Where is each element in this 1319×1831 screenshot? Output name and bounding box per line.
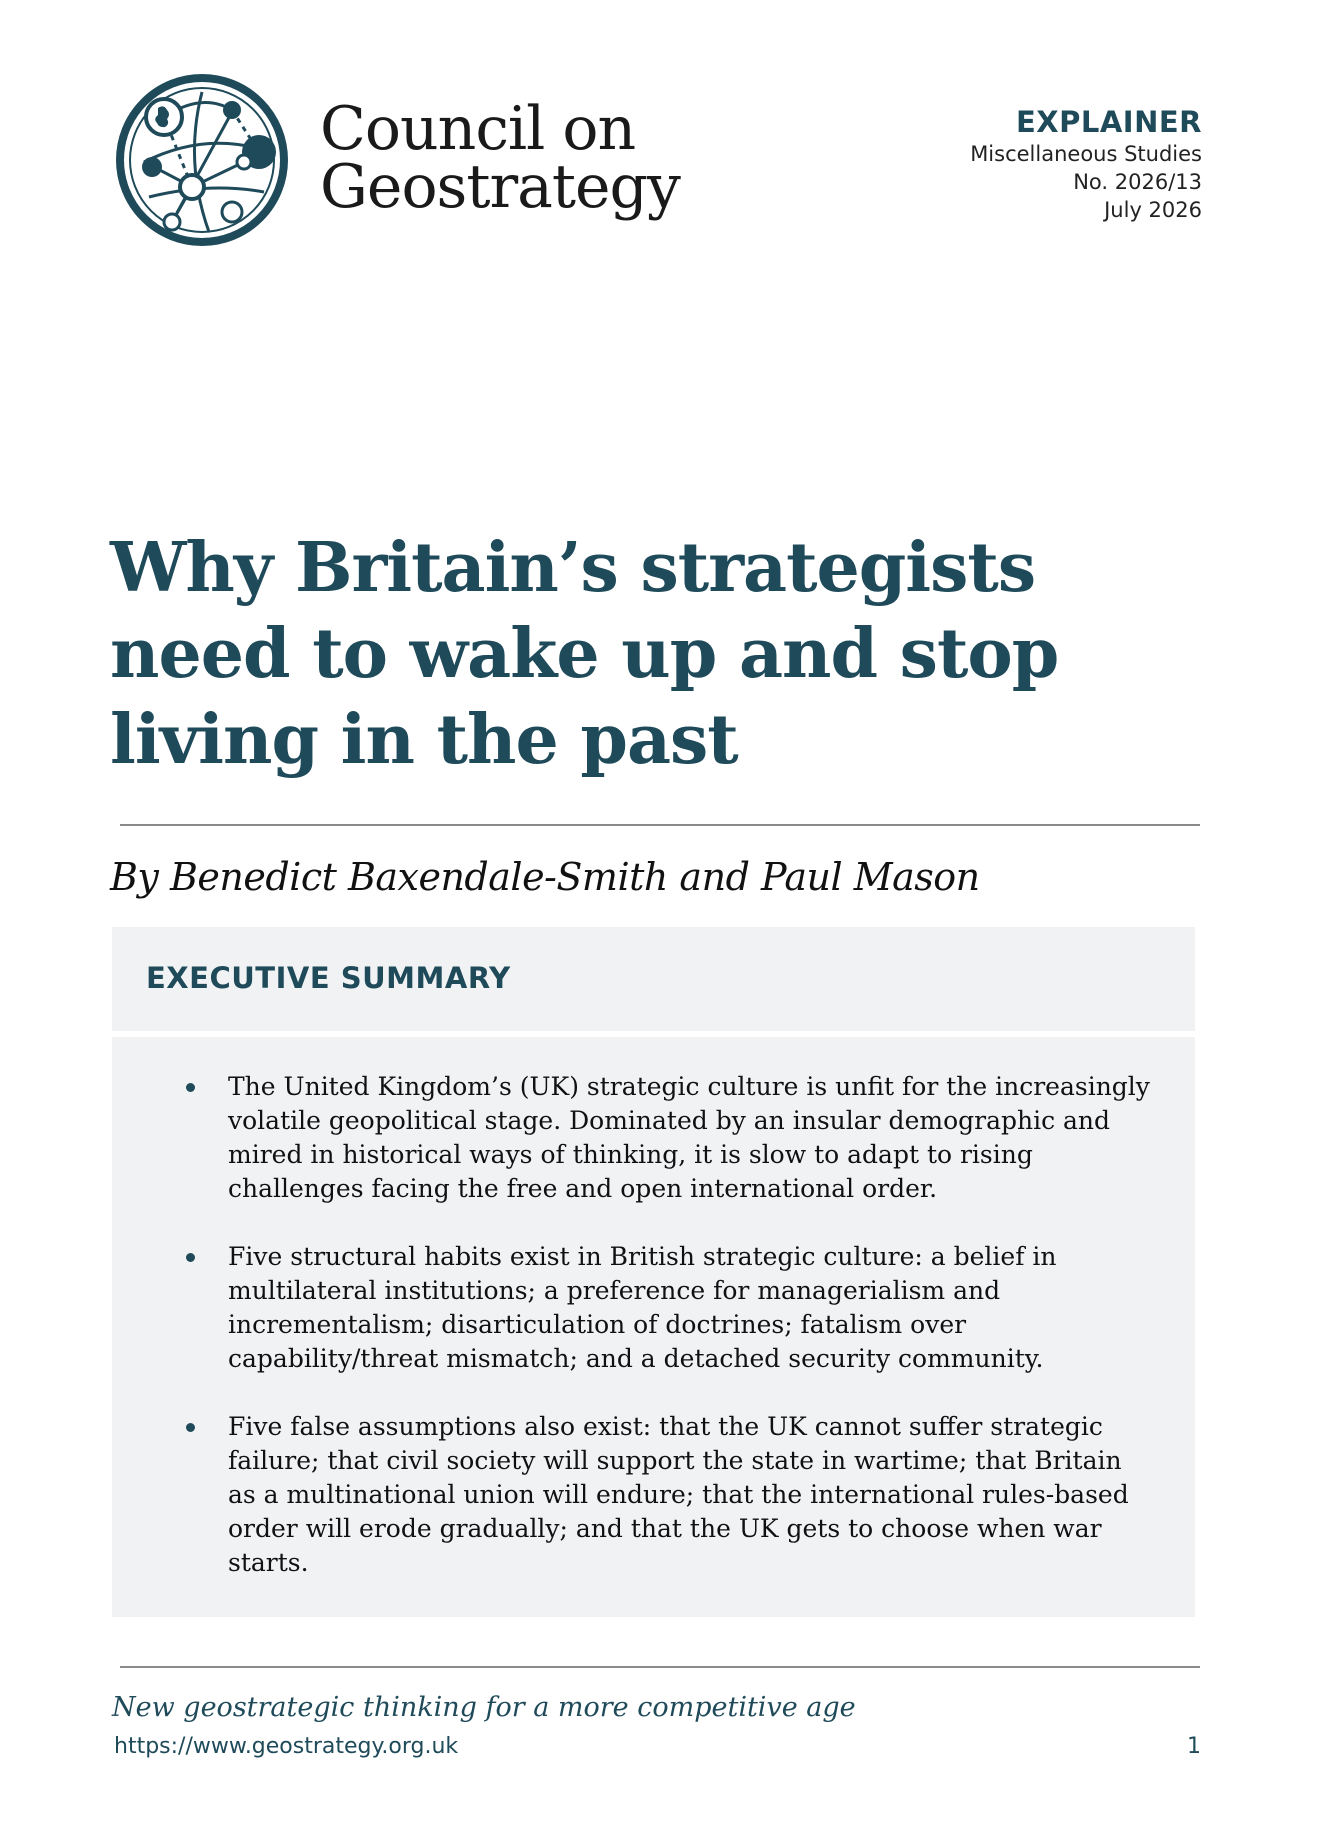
bullet-icon <box>186 1253 195 1262</box>
summary-header <box>112 927 1195 1031</box>
footer-url[interactable]: https://www.geostrategy.org.uk <box>114 1734 459 1759</box>
summary-list <box>186 1070 1156 1614</box>
list-item <box>186 1410 1156 1580</box>
list-item <box>186 1070 1156 1206</box>
doc-number: No. 2026/13 <box>1073 170 1202 194</box>
page-title: Why Britain’s strategists need to wake up and stop living in the past <box>110 528 1059 780</box>
bullet-icon <box>186 1083 195 1092</box>
org-name-line1: Council on <box>320 94 636 164</box>
doc-date: July 2026 <box>1104 198 1202 222</box>
doc-series: Miscellaneous Studies <box>970 142 1202 166</box>
list-item <box>186 1240 1156 1376</box>
summary-point-text: Five false assumptions also exist: that the UK cannot suffer strategic failure; that civil society will support the state in wartime; that Britain as a multinational union will endure; that the international rules-based order will erode gradually; and that the UK gets to choose when war starts. <box>228 1412 1129 1577</box>
divider-bottom <box>120 1666 1200 1668</box>
summary-point-text: The United Kingdom’s (UK) strategic culture is unfit for the increasingly volatile geopolitical stage. Dominated by an insular demographic and mired in historical ways of thinking, it is slow to adapt to rising challenges facing the free and open international order. <box>228 1072 1150 1203</box>
summary-heading: EXECUTIVE SUMMARY <box>146 961 511 995</box>
doc-type: EXPLAINER <box>1015 105 1202 139</box>
byline: By Benedict Baxendale-Smith and Paul Mason <box>110 855 980 899</box>
footer-tagline: New geostrategic thinking for a more competitive age <box>112 1692 856 1723</box>
org-name-line2: Geostrategy <box>320 152 680 222</box>
org-name <box>320 94 680 222</box>
globe-network-icon <box>114 72 290 248</box>
bullet-icon <box>186 1423 195 1432</box>
divider-top <box>120 824 1200 826</box>
page-number: 1 <box>1187 1734 1201 1759</box>
document-meta <box>970 104 1202 224</box>
summary-panel <box>112 1037 1195 1617</box>
summary-point-text: Five structural habits exist in British strategic culture: a belief in multilateral institutions; a preference for managerialism and incrementalism; disarticulation of doctrines; fatalism over capability/threat mismatch; and a detached security community. <box>228 1242 1057 1373</box>
